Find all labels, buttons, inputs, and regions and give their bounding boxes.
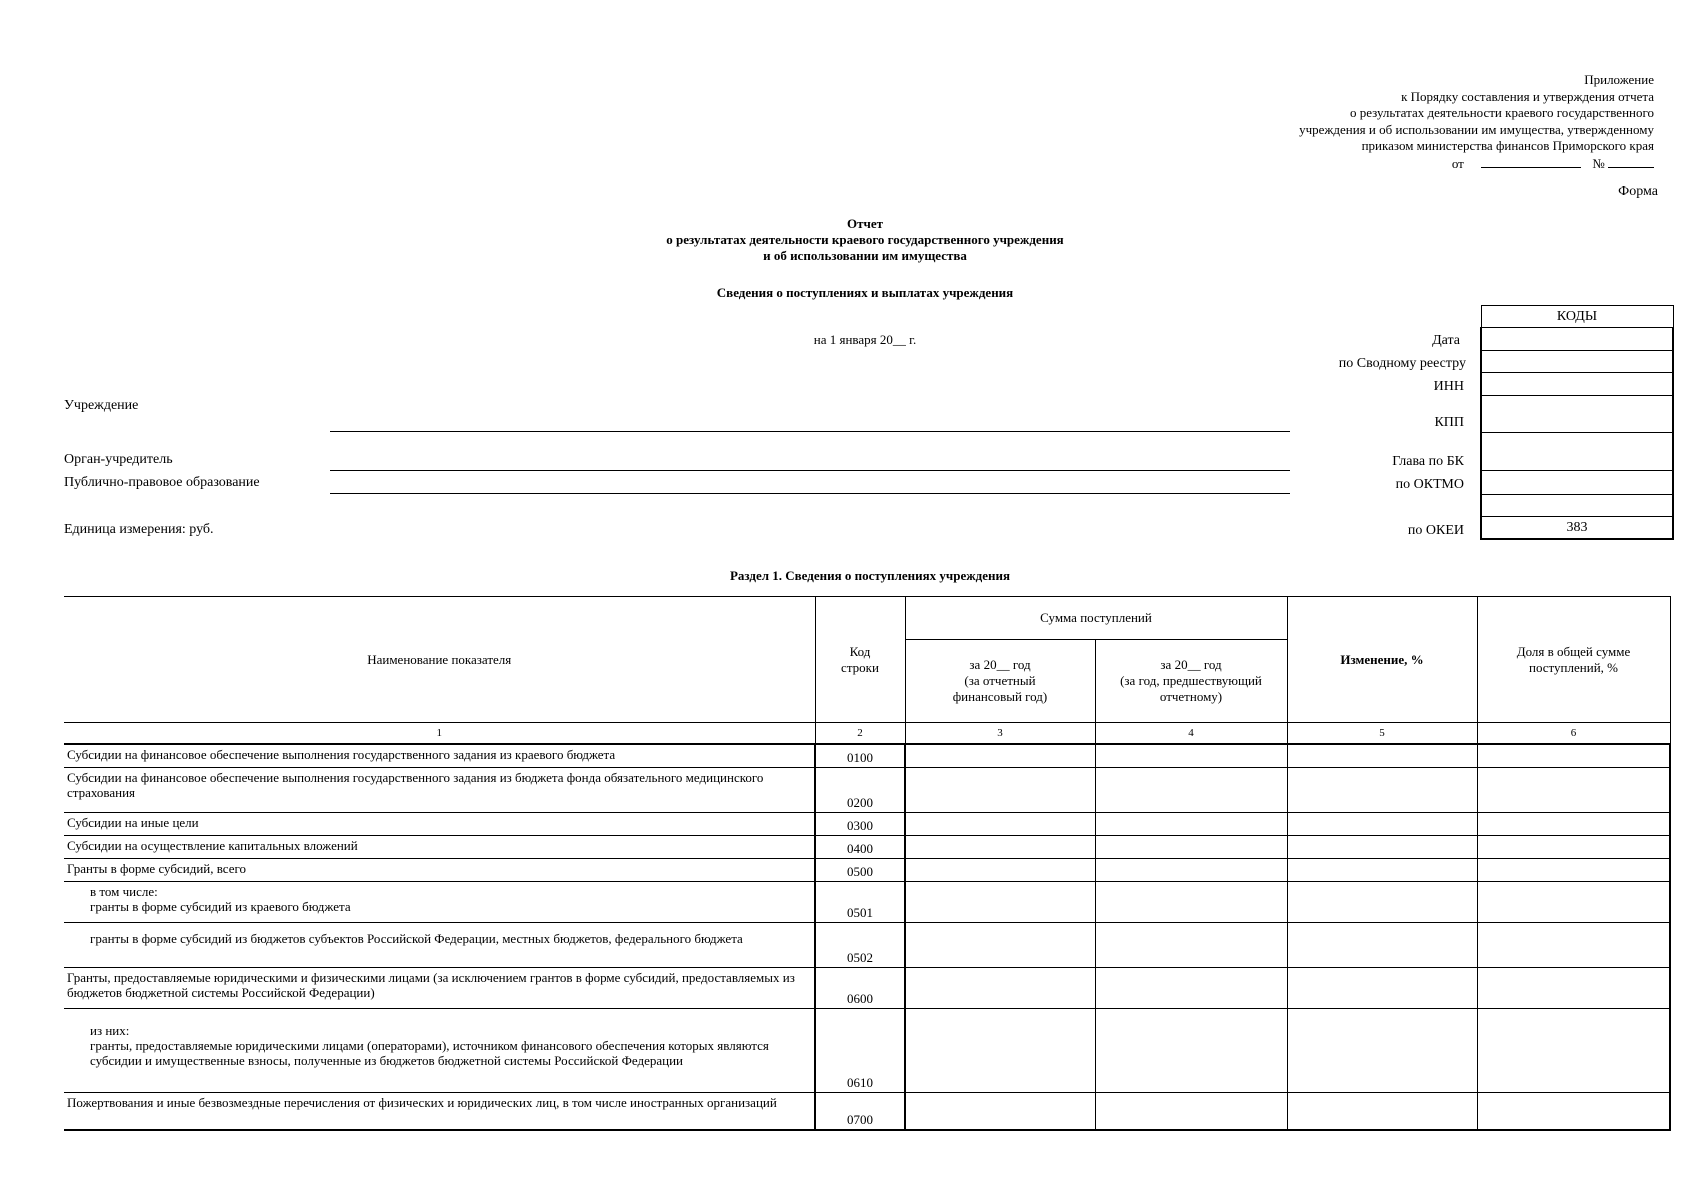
value-cell[interactable] [1095,744,1287,767]
col-header-sum: Сумма поступлений [905,597,1287,640]
section-1-title: Раздел 1. Сведения о поступлениях учреждения [729,568,1011,583]
appendix-line-4: учреждения и об использовании им имущества, утвержденному [1299,121,1654,137]
value-cell[interactable] [1287,967,1477,1008]
public-entity-line[interactable] [330,493,1290,494]
value-cell[interactable] [1095,967,1287,1008]
appendix-date-number-line [1299,155,1654,173]
value-cell[interactable] [1287,881,1477,922]
row-name-text: гранты в форме субсидий из краевого бюджета [90,898,351,914]
value-cell[interactable] [905,744,1095,767]
value-cell[interactable] [1095,1008,1287,1092]
value-cell[interactable] [1287,1008,1477,1092]
col-number-6: 6 [1477,723,1670,745]
row-code: 0300 [815,812,905,835]
row-prefix: из них: [90,1022,130,1038]
value-cell[interactable] [1477,812,1670,835]
col-header-previous-year [1095,640,1287,723]
value-cell[interactable] [1287,767,1477,812]
code-label-date: Дата [1432,333,1460,348]
number-label: № [1592,155,1605,171]
code-inn-cell[interactable] [1481,373,1673,396]
col-header-current-year [905,640,1095,723]
row-name-text: гранты, предоставляемые юридическими лицами (операторами), источником финансового обеспечения которых являются субсидии и имущественные взносы, полученные из бюджетов бюджетной системы Российской Федерации [90,1037,769,1068]
code-label-registry: по Сводному реестру [1338,356,1466,371]
value-cell[interactable] [1477,744,1670,767]
value-cell[interactable] [1095,1092,1287,1130]
col-header-code [815,597,905,723]
date-blank [1481,155,1581,168]
founder-label: Орган-учредитель [64,452,173,467]
row-name: гранты в форме субсидий из бюджетов субъектов Российской Федерации, местных бюджетов, федерального бюджета [64,922,815,967]
code-label-oktmo: по ОКТМО [1395,477,1464,492]
table-row [64,744,1670,767]
value-cell[interactable] [1477,1008,1670,1092]
title-line-2: о результатах деятельности краевого государственного учреждения [666,232,1064,247]
codes-header: КОДЫ [1481,306,1673,328]
row-name: Субсидии на иные цели [64,812,815,835]
col-header-share-line-1: Доля в общей сумме [1516,643,1631,659]
value-cell[interactable] [1095,767,1287,812]
value-cell[interactable] [905,881,1095,922]
value-cell[interactable] [1287,922,1477,967]
row-code: 0100 [815,744,905,767]
receipts-table [64,596,1671,1131]
value-cell[interactable] [1095,812,1287,835]
public-entity-label: Публично-правовое образование [64,475,260,490]
report-date: на 1 января 20__ г. [813,332,917,347]
code-label-kpp: КПП [1434,415,1464,430]
code-oktmo-cell[interactable] [1481,471,1673,495]
table-row [64,1092,1670,1130]
value-cell[interactable] [1287,812,1477,835]
table-row [64,967,1670,1008]
appendix-line-5: приказом министерства финансов Приморского края [1361,138,1654,153]
row-name [64,1008,815,1092]
code-label-head-bk: Глава по БК [1392,454,1464,469]
col-number-1: 1 [64,723,815,745]
table-row [64,881,1670,922]
unit-label: Единица измерения: руб. [64,522,214,537]
col-header-code-line-2: строки [841,659,879,675]
value-cell[interactable] [1477,922,1670,967]
code-label-okei: по ОКЕИ [1407,523,1464,538]
code-date-cell[interactable] [1481,328,1673,351]
form-label: Форма [1618,184,1658,199]
code-kpp-cell[interactable] [1481,396,1673,433]
number-blank [1608,155,1654,168]
value-cell[interactable] [905,1008,1095,1092]
row-code: 0501 [815,881,905,922]
col-header-previous-line-3: отчетному) [1159,689,1223,704]
codes-table [1480,305,1674,540]
code-label-inn: ИНН [1433,379,1464,394]
row-prefix: в том числе: [90,883,158,899]
value-cell[interactable] [1477,967,1670,1008]
col-header-previous-line-2: (за год, предшествующий [1120,673,1262,688]
title-line-1: Отчет [847,216,883,231]
code-head-bk-cell[interactable] [1481,433,1673,471]
value-cell[interactable] [1287,835,1477,858]
table-row [64,922,1670,967]
row-code: 0600 [815,967,905,1008]
report-title [0,216,1696,264]
value-cell[interactable] [905,835,1095,858]
value-cell[interactable] [905,812,1095,835]
institution-line[interactable] [330,431,1290,432]
value-cell[interactable] [1095,922,1287,967]
value-cell[interactable] [1477,881,1670,922]
value-cell[interactable] [905,967,1095,1008]
founder-line[interactable] [330,470,1290,471]
value-cell[interactable] [1477,767,1670,812]
from-label: от [1451,155,1464,171]
col-number-2: 2 [815,723,905,745]
col-header-current-line-2: (за отчетный [964,673,1036,688]
value-cell[interactable] [1095,835,1287,858]
table-row [64,767,1670,812]
value-cell[interactable] [1477,858,1670,881]
row-name: Субсидии на финансовое обеспечение выполнения государственного задания из бюджета фонда обязательного медицинского страхования [64,767,815,812]
value-cell[interactable] [1287,744,1477,767]
col-number-4: 4 [1095,723,1287,745]
table-row [64,858,1670,881]
appendix-line-3: о результатах деятельности краевого государственного [1349,105,1654,120]
value-cell[interactable] [1477,1092,1670,1130]
col-header-current-line-3: финансовый год) [952,689,1048,704]
row-name: Пожертвования и иные безвозмездные перечисления от физических и юридических лиц, в том числе иностранных организаций [64,1092,815,1130]
col-header-current-line-1: за 20__ год [969,657,1031,672]
title-line-3: и об использовании им имущества [763,248,967,263]
col-header-change: Изменение, % [1287,597,1477,723]
col-header-name: Наименование показателя [64,597,815,723]
value-cell[interactable] [1287,1092,1477,1130]
value-cell[interactable] [905,767,1095,812]
value-cell[interactable] [905,1092,1095,1130]
row-name: Гранты в форме субсидий, всего [64,858,815,881]
col-number-5: 5 [1287,723,1477,745]
row-name: Субсидии на осуществление капитальных вложений [64,835,815,858]
code-extra-cell[interactable] [1481,495,1673,517]
col-header-previous-line-1: за 20__ год [1160,657,1222,672]
table-row [64,835,1670,858]
row-code: 0502 [815,922,905,967]
code-okei-cell: 383 [1481,517,1673,540]
code-registry-cell[interactable] [1481,351,1673,373]
row-code: 0700 [815,1092,905,1130]
table-row [64,1008,1670,1092]
col-number-3: 3 [905,723,1095,745]
row-name: Гранты, предоставляемые юридическими и физическими лицами (за исключением грантов в форме субсидий, предоставляемых из бюджетов бюджетной системы Российской Федерации) [64,967,815,1008]
appendix-line-2: к Порядку составления и утверждения отчета [1401,88,1654,104]
col-header-share-line-2: поступлений, % [1529,659,1618,675]
row-code: 0200 [815,767,905,812]
row-code: 0400 [815,835,905,858]
report-subtitle: Сведения о поступлениях и выплатах учреждения [716,285,1014,300]
table-row [64,812,1670,835]
col-header-share [1477,597,1670,723]
row-name [64,881,815,922]
value-cell[interactable] [905,858,1095,881]
row-code: 0500 [815,858,905,881]
row-name: Субсидии на финансовое обеспечение выполнения государственного задания из краевого бюджета [64,744,815,767]
row-code: 0610 [815,1008,905,1092]
institution-label: Учреждение [64,398,139,413]
value-cell[interactable] [1287,858,1477,881]
value-cell[interactable] [1095,858,1287,881]
value-cell[interactable] [1477,835,1670,858]
col-header-code-line-1: Код [849,643,871,659]
value-cell[interactable] [905,922,1095,967]
value-cell[interactable] [1095,881,1287,922]
appendix-line-1: Приложение [1584,72,1654,87]
appendix-header [1299,72,1654,172]
